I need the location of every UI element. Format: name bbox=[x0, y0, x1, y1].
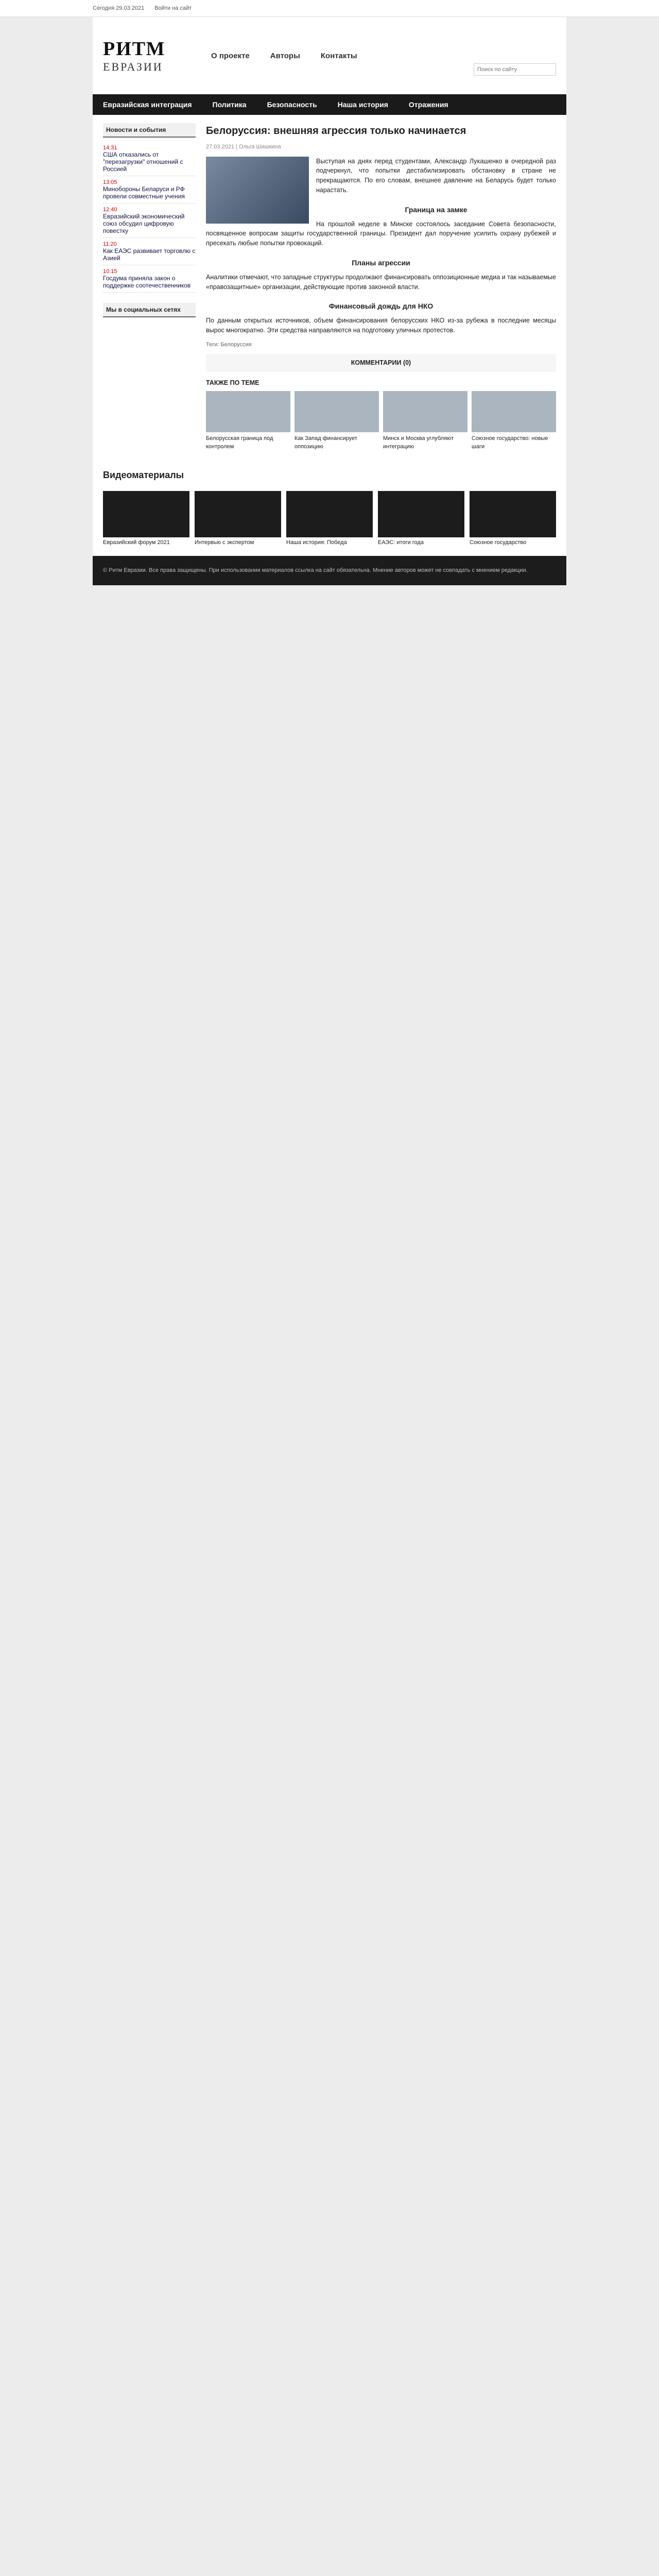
page bbox=[93, 17, 566, 585]
related-thumb bbox=[383, 391, 467, 432]
related-caption: Минск и Москва углубляют интеграцию bbox=[383, 435, 454, 450]
section-heading: Граница на замке bbox=[405, 205, 467, 214]
video-caption: Наша история: Победа bbox=[286, 539, 347, 546]
related-caption: Союзное государство: новые шаги bbox=[472, 435, 548, 450]
section-text: Аналитики отмечают, что западные структуры продолжают финансировать оппозиционные медиа и так называемые «правозащитные» организации, действующие против законной власти. bbox=[206, 273, 556, 291]
section-heading: Планы агрессии bbox=[352, 258, 410, 267]
related-item[interactable] bbox=[206, 391, 290, 451]
nav-history[interactable]: Наша история bbox=[337, 100, 388, 109]
related-thumb bbox=[472, 391, 556, 432]
nav-contacts[interactable]: Контакты bbox=[320, 51, 357, 60]
related-title: ТАКЖЕ ПО ТЕМЕ bbox=[206, 379, 259, 386]
video-caption: ЕАЭС: итоги года bbox=[378, 539, 424, 546]
related-caption: Как Запад финансирует оппозицию bbox=[294, 435, 357, 450]
news-item[interactable] bbox=[103, 176, 196, 204]
video-thumb bbox=[195, 491, 281, 537]
social-title: Мы в социальных сетях bbox=[103, 303, 196, 317]
date-text: Сегодня 29.03.2021 bbox=[93, 5, 145, 11]
video-item[interactable] bbox=[378, 491, 464, 546]
nav-integration[interactable]: Евразийская интеграция bbox=[103, 100, 192, 109]
article-meta: 27.03.2021 | Ольга Шишкина bbox=[206, 144, 281, 150]
news-time: 12:40 bbox=[103, 207, 117, 213]
article-photo bbox=[206, 157, 309, 224]
news-item[interactable] bbox=[103, 238, 196, 265]
sidebar bbox=[103, 123, 196, 451]
nav-security[interactable]: Безопасность bbox=[267, 100, 317, 109]
top-bar bbox=[0, 0, 659, 17]
videos-list bbox=[93, 491, 566, 556]
video-caption: Евразийский форум 2021 bbox=[103, 539, 170, 546]
news-time: 14:31 bbox=[103, 145, 117, 151]
related-thumb bbox=[294, 391, 379, 432]
videos-title: Видеоматериалы bbox=[103, 469, 184, 480]
main-nav bbox=[93, 94, 566, 115]
news-link[interactable]: США отказались от "перезагрузки" отношений с Россией bbox=[103, 151, 183, 173]
news-item[interactable] bbox=[103, 204, 196, 238]
footer-text: © Ритм Евразии. Все права защищены. При использовании материалов ссылка на сайт обязательна. Мнение авторов может не совпадать с мнением редакции. bbox=[103, 567, 528, 573]
nav-authors[interactable]: Авторы bbox=[270, 51, 300, 60]
nav-politics[interactable]: Политика bbox=[212, 100, 247, 109]
related-item[interactable] bbox=[294, 391, 379, 451]
article-lead: Выступая на днях перед студентами, Александр Лукашенко в очередной раз подчеркнул, что попытки дестабилизировать обстановку в стране не прекращаются. По его словам, внешнее давление на Беларусь будет только нарастать. bbox=[316, 157, 556, 194]
related-item[interactable] bbox=[383, 391, 467, 451]
article-title: Белоруссия: внешняя агрессия только начинается bbox=[206, 125, 466, 137]
video-item[interactable] bbox=[286, 491, 373, 546]
comments-bar[interactable]: КОММЕНТАРИИ (0) bbox=[206, 354, 556, 372]
logo-small: ЕВРАЗИИ bbox=[103, 60, 163, 73]
top-nav bbox=[211, 52, 357, 60]
sidebar-title: Новости и события bbox=[103, 123, 196, 138]
video-thumb bbox=[378, 491, 464, 537]
article-tags[interactable]: Теги: Белоруссия bbox=[206, 341, 252, 348]
news-link[interactable]: Минобороны Беларуси и РФ провели совместные учения bbox=[103, 185, 185, 200]
related-caption: Белорусская граница под контролем bbox=[206, 435, 273, 450]
news-item[interactable] bbox=[103, 265, 196, 293]
nav-reflections[interactable]: Отражения bbox=[408, 100, 448, 109]
login-link[interactable]: Войти на сайт bbox=[154, 5, 192, 11]
related-thumb bbox=[206, 391, 290, 432]
news-item[interactable] bbox=[103, 142, 196, 176]
related-item[interactable] bbox=[472, 391, 556, 451]
footer bbox=[93, 556, 566, 586]
article bbox=[206, 123, 556, 451]
video-thumb bbox=[286, 491, 373, 537]
news-link[interactable]: Госдума приняла закон о поддержке соотечественников bbox=[103, 275, 191, 289]
news-link[interactable]: Как ЕАЭС развивает торговлю с Азией bbox=[103, 247, 196, 262]
header bbox=[93, 17, 566, 94]
news-time: 13:05 bbox=[103, 179, 117, 185]
section-heading: Финансовый дождь для НКО bbox=[328, 302, 433, 311]
video-item[interactable] bbox=[103, 491, 189, 546]
news-time: 10:15 bbox=[103, 268, 117, 275]
logo-big: РИТМ bbox=[103, 38, 166, 60]
related-list bbox=[206, 391, 556, 451]
news-time: 11:20 bbox=[103, 241, 117, 247]
video-caption: Союзное государство bbox=[470, 539, 527, 546]
video-thumb bbox=[103, 491, 189, 537]
video-item[interactable] bbox=[195, 491, 281, 546]
section-text: На прошлой неделе в Минске состоялось заседание Совета безопасности, посвященное вопросам защиты государственной границы. Президент дал поручение усилить охрану рубежей и пресекать любые попытки провокаций. bbox=[206, 220, 556, 247]
nav-about[interactable]: О проекте bbox=[211, 51, 250, 60]
site-logo[interactable] bbox=[103, 32, 180, 79]
search-input[interactable] bbox=[474, 63, 556, 76]
news-link[interactable]: Евразийский экономический союз обсудил цифровую повестку bbox=[103, 213, 185, 234]
section-text: По данным открытых источников, объем финансирования белорусских НКО из-за рубежа в последние месяцы вырос многократно. Эти средства направляются на подготовку уличных протестов. bbox=[206, 317, 556, 334]
content-body bbox=[93, 115, 566, 460]
video-thumb bbox=[470, 491, 556, 537]
video-item[interactable] bbox=[470, 491, 556, 546]
video-caption: Интервью с экспертом bbox=[195, 539, 254, 546]
